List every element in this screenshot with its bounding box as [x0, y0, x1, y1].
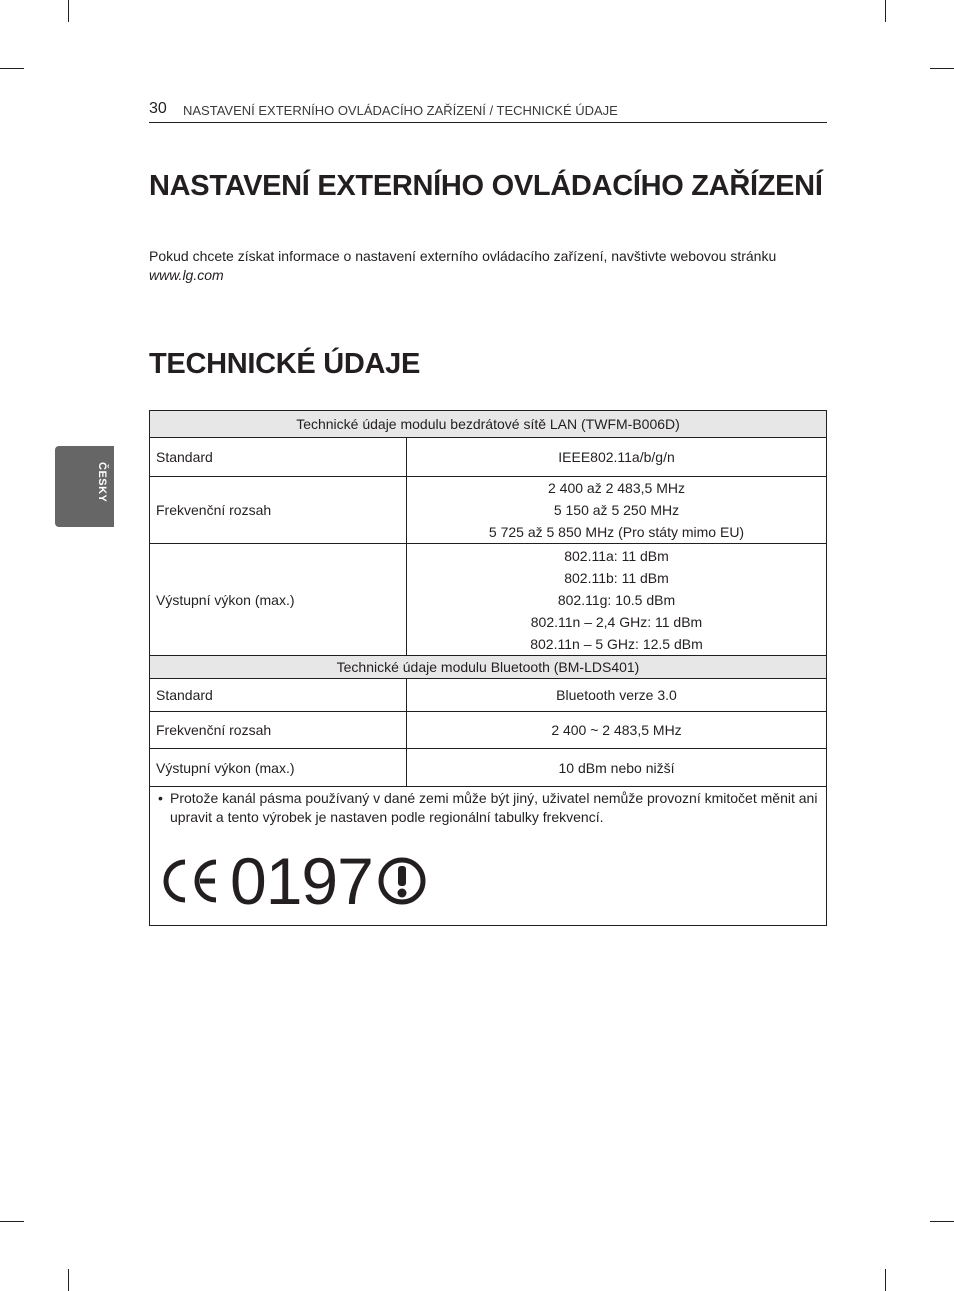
- page-number: 30: [149, 100, 167, 117]
- row-value: [407, 477, 827, 544]
- crop-mark: [930, 68, 954, 69]
- crop-mark: [68, 0, 69, 22]
- crop-mark: [930, 1221, 954, 1222]
- value-line: 802.11n – 2,4 GHz: 11 dBm: [530, 613, 703, 630]
- row-label: Frekvenční rozsah: [150, 477, 407, 544]
- row-label: Výstupní výkon (max.): [150, 544, 407, 656]
- crop-mark: [0, 68, 24, 69]
- specifications-table: [149, 410, 827, 926]
- value-line: 5 725 až 5 850 MHz (Pro státy mimo EU): [488, 524, 745, 540]
- certification-marks: [158, 844, 818, 918]
- section-title-external-control: NASTAVENÍ EXTERNÍHO OVLÁDACÍHO ZAŘÍZENÍ: [149, 170, 823, 202]
- ce-mark-icon: [158, 856, 222, 906]
- wlan-header: Technické údaje modulu bezdrátové sítě LAN (TWFM-B006D): [150, 411, 827, 438]
- note-text: Protože kanál pásma používaný v dané zemi může být jiný, uživatel nemůže provozní kmitočet měnit ani upravit a tento výrobek je nastaven podle regionální tabulky frekvencí.: [170, 790, 818, 825]
- row-value: 2 400 ~ 2 483,5 MHz: [407, 712, 827, 749]
- value-line: 802.11a: 11 dBm: [564, 547, 669, 564]
- language-tab: [55, 446, 114, 527]
- table-row: [150, 749, 827, 787]
- row-label: Frekvenční rozsah: [150, 712, 407, 749]
- value-line: 802.11g: 10.5 dBm: [557, 591, 676, 608]
- table-row: [150, 679, 827, 712]
- value-line: IEEE802.11a/b/g/n: [558, 449, 675, 465]
- row-value: Bluetooth verze 3.0: [407, 679, 827, 712]
- row-value: 10 dBm nebo nižší: [407, 749, 827, 787]
- row-label: Standard: [150, 679, 407, 712]
- value-line: 2 400 až 2 483,5 MHz: [548, 480, 685, 496]
- row-label: Výstupní výkon (max.): [150, 749, 407, 787]
- crop-mark: [885, 0, 886, 22]
- crop-mark: [0, 1221, 24, 1222]
- notified-body-code: 0197: [230, 844, 373, 918]
- row-value: [407, 438, 827, 477]
- value-line: 802.11n – 5 GHz: 12.5 dBm: [530, 635, 703, 652]
- language-tab-label: ČESKY: [96, 462, 108, 503]
- table-row: [150, 477, 827, 544]
- table-row: [150, 712, 827, 749]
- row-label: Standard: [150, 438, 407, 477]
- bluetooth-header: Technické údaje modulu Bluetooth (BM-LDS401): [150, 656, 827, 679]
- row-value: [407, 544, 827, 656]
- crop-mark: [68, 1269, 69, 1291]
- website-link[interactable]: www.lg.com: [149, 267, 224, 283]
- table-row: [150, 544, 827, 656]
- note-bullet: [158, 789, 818, 827]
- intro-text: Pokud chcete získat informace o nastavení externího ovládacího zařízení, navštivte webovou stránku: [149, 248, 777, 264]
- running-title: NASTAVENÍ EXTERNÍHO OVLÁDACÍHO ZAŘÍZENÍ / TECHNICKÉ ÚDAJE: [183, 103, 618, 118]
- value-line: 5 150 až 5 250 MHz: [553, 502, 680, 518]
- bullet-icon: •: [158, 790, 163, 806]
- alert-icon: [377, 856, 427, 906]
- note-cell: [150, 787, 827, 926]
- intro-paragraph: [149, 247, 827, 285]
- table-row: [150, 438, 827, 477]
- value-line: 802.11b: 11 dBm: [564, 569, 669, 586]
- crop-mark: [885, 1269, 886, 1291]
- section-title-specifications: TECHNICKÉ ÚDAJE: [149, 348, 421, 380]
- page-header: [149, 100, 827, 123]
